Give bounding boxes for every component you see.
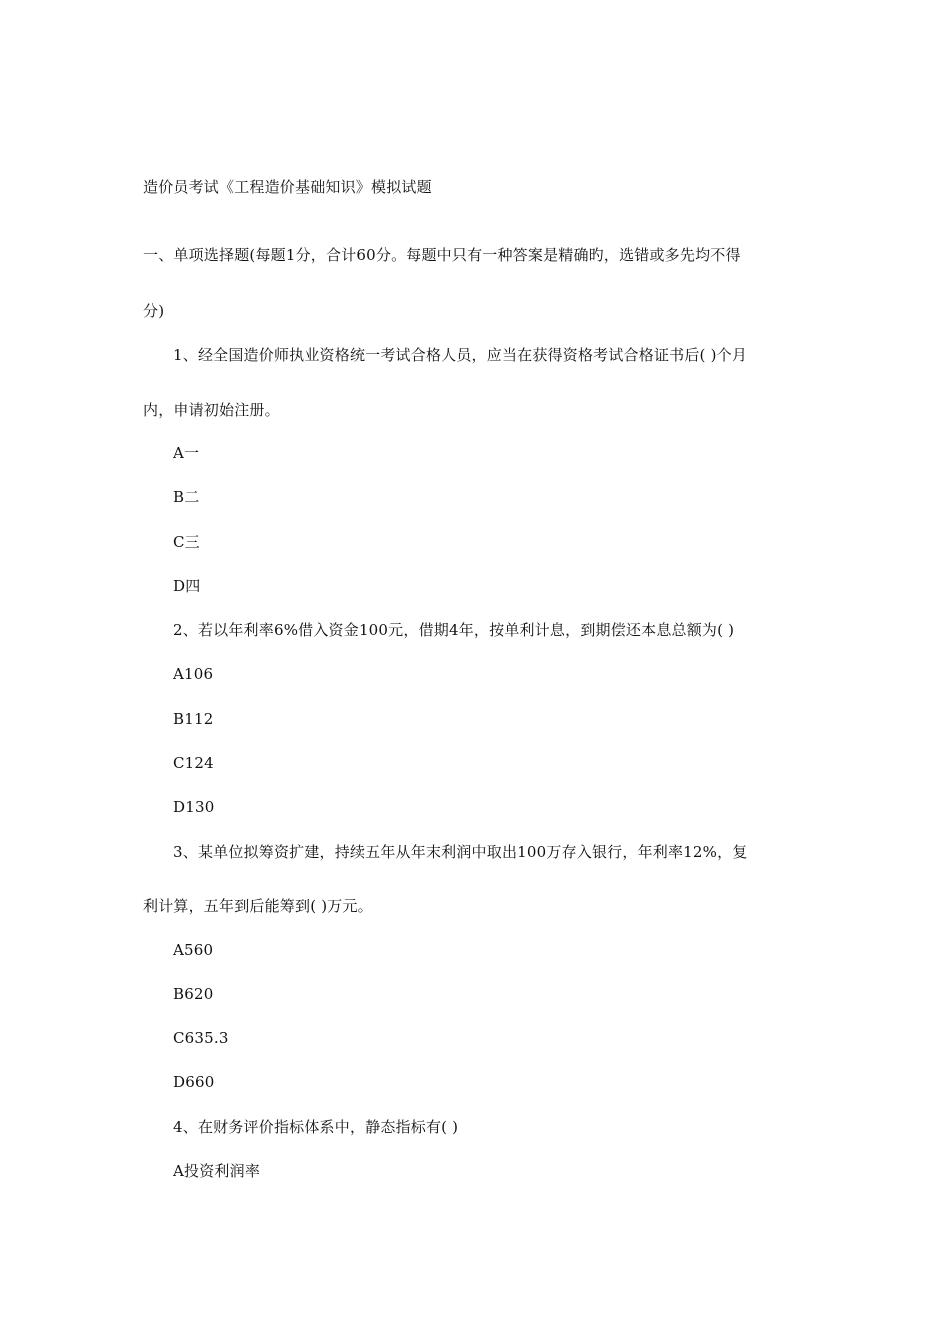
question-2-option-d: D130 xyxy=(173,798,215,816)
question-1-option-d: D四 xyxy=(173,577,201,595)
section-heading: 一、单项选择题(每题1分，合计60分。每题中只有一种答案是精确旳，选错或多先均不得 xyxy=(143,246,741,264)
question-1-text-continuation: 内，申请初始注册。 xyxy=(143,401,280,419)
section-heading-continuation: 分) xyxy=(143,302,165,320)
question-3-text: 3、某单位拟筹资扩建，持续五年从年末利润中取出100万存入银行，年利率12%，复 xyxy=(173,843,748,861)
question-1-option-b: B二 xyxy=(173,488,200,506)
question-3-option-c: C635.3 xyxy=(173,1029,229,1047)
question-2-option-c: C124 xyxy=(173,754,214,772)
question-4-option-a: A投资利润率 xyxy=(173,1162,261,1180)
question-3-option-a: A560 xyxy=(173,941,214,959)
question-3-text-continuation: 利计算，五年到后能筹到( )万元。 xyxy=(143,897,373,915)
question-2-option-b: B112 xyxy=(173,710,214,728)
question-2-text: 2、若以年利率6%借入资金100元，借期4年，按单利计息，到期偿还本息总额为( ) xyxy=(173,621,735,639)
question-2-option-a: A106 xyxy=(173,665,214,683)
question-3-option-d: D660 xyxy=(173,1073,215,1091)
question-1-option-a: A一 xyxy=(173,444,200,462)
document-title: 造价员考试《工程造价基础知识》模拟试题 xyxy=(143,178,432,196)
question-1-option-c: C三 xyxy=(173,533,200,551)
question-1-text: 1、经全国造价师执业资格统一考试合格人员，应当在获得资格考试合格证书后( )个月 xyxy=(173,346,748,364)
question-3-option-b: B620 xyxy=(173,985,214,1003)
question-4-text: 4、在财务评价指标体系中，静态指标有( ) xyxy=(173,1118,459,1136)
